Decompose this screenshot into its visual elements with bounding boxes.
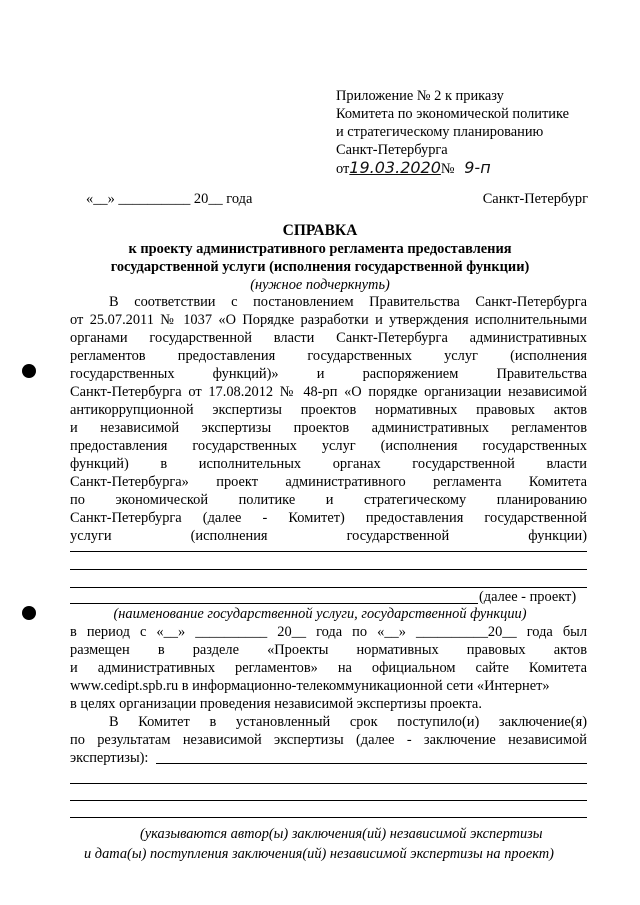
p2-line-5: в целях организации проведения независимой экспертизы проекта. [70, 696, 482, 712]
expertise-fill-line-2 [70, 800, 587, 801]
handwritten-date: 19.03.2020 [349, 158, 441, 177]
blank-line-2 [70, 569, 587, 570]
header-line-1: Приложение № 2 к приказу [336, 88, 504, 104]
punch-hole-top [22, 364, 36, 378]
order-date-line [336, 158, 491, 178]
p1-line-4: регламентов предоставления государственных услуг (исполнения [70, 348, 587, 364]
p1-line-3: органами государственной власти Санкт-Петербурга административных [70, 330, 587, 346]
header-line-4: Санкт-Петербурга [336, 142, 448, 158]
city-name: Санкт-Петербург [482, 191, 588, 207]
expertise-fill-line-1 [70, 783, 587, 784]
caption-expertise-line-1: (указываются автор(ы) заключения(ий) независимой экспертизы [140, 826, 543, 842]
caption-expertise-line-2: и дата(ы) поступления заключения(ий) независимой экспертизы на проект) [84, 846, 554, 862]
further-project-label: (далее - проект) [479, 589, 577, 605]
title-note: (нужное подчеркнуть) [250, 277, 390, 293]
p1-line-8: и независимой экспертизы проектов административных регламентов [70, 420, 587, 436]
p1-line-12: по экономической политике и стратегическому планированию [70, 492, 587, 508]
date-prefix: от [336, 161, 350, 177]
p1-line-9: предоставления государственных услуг (исполнения государственных [70, 438, 587, 454]
blank-line-3 [70, 587, 587, 588]
p2-line-3: и административных регламентов» на официальном сайте Комитета [70, 660, 587, 676]
p3-line-3: экспертизы): [70, 750, 149, 766]
p1-line-11: Санкт-Петербурга» проект административного регламента Комитета [70, 474, 587, 490]
p1-line-10: функций) в исполнительных органах государственной власти [70, 456, 587, 472]
blank-line-1 [70, 551, 587, 552]
p2-line-1: в период с «__» __________ 20__ года по «__» __________20__ года был [70, 624, 587, 640]
p1-line-7: антикоррупционной экспертизы проектов нормативных правовых актов [70, 402, 587, 418]
p1-line-14: услуги (исполнения государственной функции) [70, 528, 587, 544]
title-subtitle-2: государственной услуги (исполнения государственной функции) [110, 259, 530, 275]
header-line-3: и стратегическому планированию [336, 124, 544, 140]
blank-line-4 [70, 603, 478, 604]
p2-line-2: размещен в разделе «Проекты нормативных правовых актов [70, 642, 587, 658]
header-line-2: Комитета по экономической политике [336, 106, 570, 122]
p1-line-5: государственных функций)» и распоряжением Правительства [70, 366, 587, 382]
p1-line-1: В соответствии с постановлением Правительства Санкт-Петербурга [109, 294, 587, 310]
p3-line-2: по результатам независимой экспертизы (далее - заключение независимой [70, 732, 587, 748]
handwritten-number: 9-п [464, 158, 491, 177]
p1-line-2: от 25.07.2011 № 1037 «О Порядке разработки и утверждения исполнительными [70, 312, 587, 328]
p1-line-6: Санкт-Петербурга от 17.08.2012 № 48-рп «О порядке организации независимой [70, 384, 587, 400]
expertise-fill-line-3 [70, 817, 587, 818]
p1-line-13: Санкт-Петербурга (далее - Комитет) предоставления государственной [70, 510, 587, 526]
p3-line-1: В Комитет в установленный срок поступило(и) заключение(я) [109, 714, 587, 730]
caption-service-name: (наименование государственной услуги, государственной функции) [113, 606, 527, 622]
date-placeholder: «__» __________ 20__ года [86, 191, 253, 207]
expertise-fill-line-0 [156, 763, 587, 764]
p2-line-4: www.cedipt.spb.ru в информационно-телекоммуникационной сети «Интернет» [70, 678, 550, 694]
number-sign: № [440, 161, 455, 177]
document-title: СПРАВКА [282, 222, 358, 239]
title-subtitle-1: к проекту административного регламента предоставления [128, 241, 512, 257]
